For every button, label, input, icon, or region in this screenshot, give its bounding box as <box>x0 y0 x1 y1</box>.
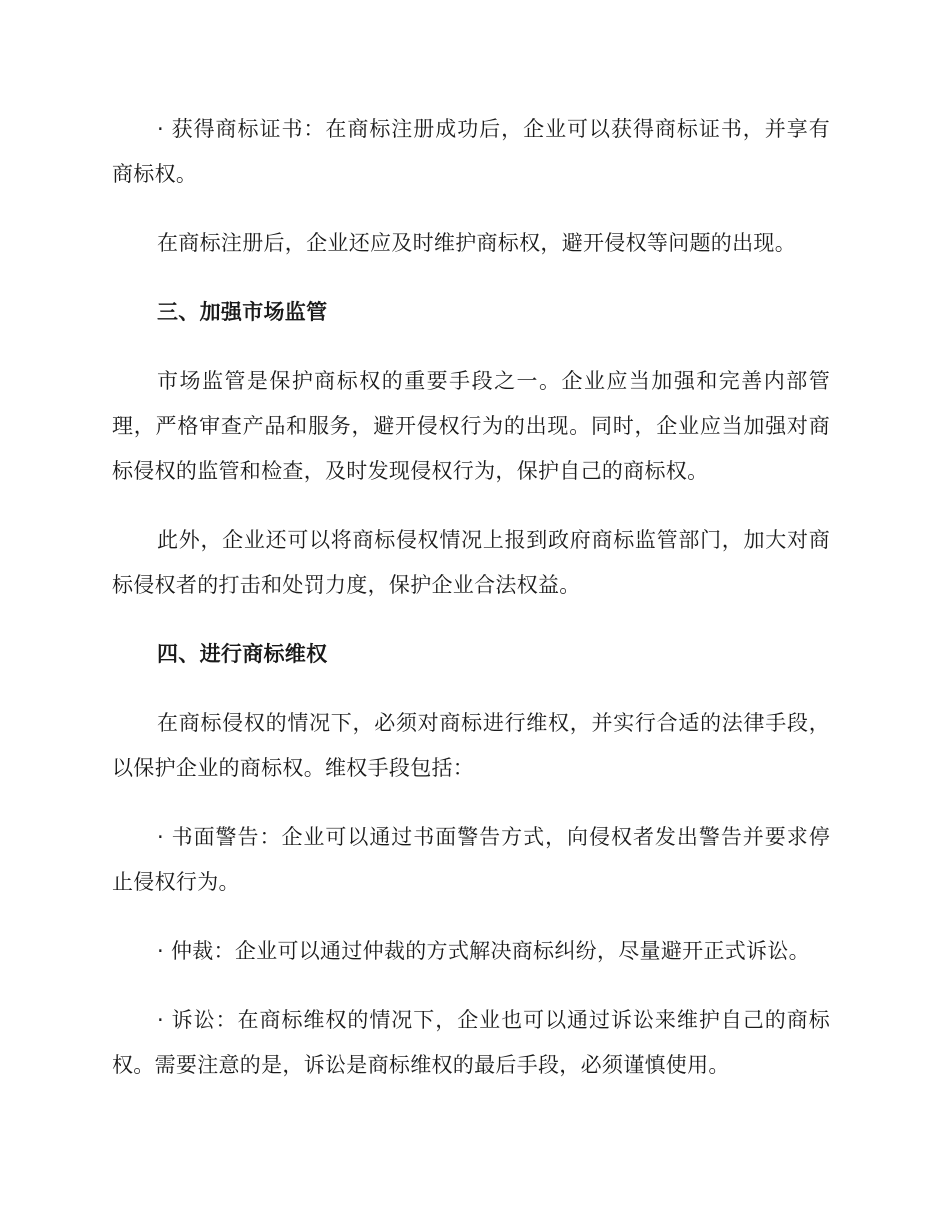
bullet-trademark-certificate: · 获得商标证书：在商标注册成功后，企业可以获得商标证书，并享有商标权。 <box>112 117 830 186</box>
section-heading-market-supervision: 三、加强市场监管 <box>157 300 328 324</box>
paragraph-maintain-rights: 在商标注册后，企业还应及时维护商标权，避开侵权等问题的出现。 <box>157 231 796 255</box>
paragraph-market-supervision: 市场监管是保护商标权的重要手段之一。企业应当加强和完善内部管理，严格审查产品和服务，避开侵权行为的出现。同时，企业应当加强对商标侵权的监管和检查，及时发现侵权行为，保护自己的商标权。 <box>112 369 830 483</box>
paragraph-enforcement-intro: 在商标侵权的情况下，必须对商标进行维权，并实行合适的法律手段，以保护企业的商标权。维权手段包括： <box>112 711 830 780</box>
bullet-arbitration: · 仲裁：企业可以通过仲裁的方式解决商标纠纷，尽量避开正式诉讼。 <box>157 939 810 963</box>
bullet-written-warning: · 书面警告：企业可以通过书面警告方式，向侵权者发出警告并要求停止侵权行为。 <box>112 825 830 894</box>
paragraph-report-to-government: 此外，企业还可以将商标侵权情况上报到政府商标监管部门，加大对商标侵权者的打击和处罚力度，保护企业合法权益。 <box>112 528 830 597</box>
document-body <box>112 107 830 1112</box>
section-heading-trademark-enforcement: 四、进行商标维权 <box>157 642 328 666</box>
bullet-litigation: · 诉讼：在商标维权的情况下，企业也可以通过诉讼来维护自己的商标权。需要注意的是，诉讼是商标维权的最后手段，必须谨慎使用。 <box>112 1008 830 1077</box>
